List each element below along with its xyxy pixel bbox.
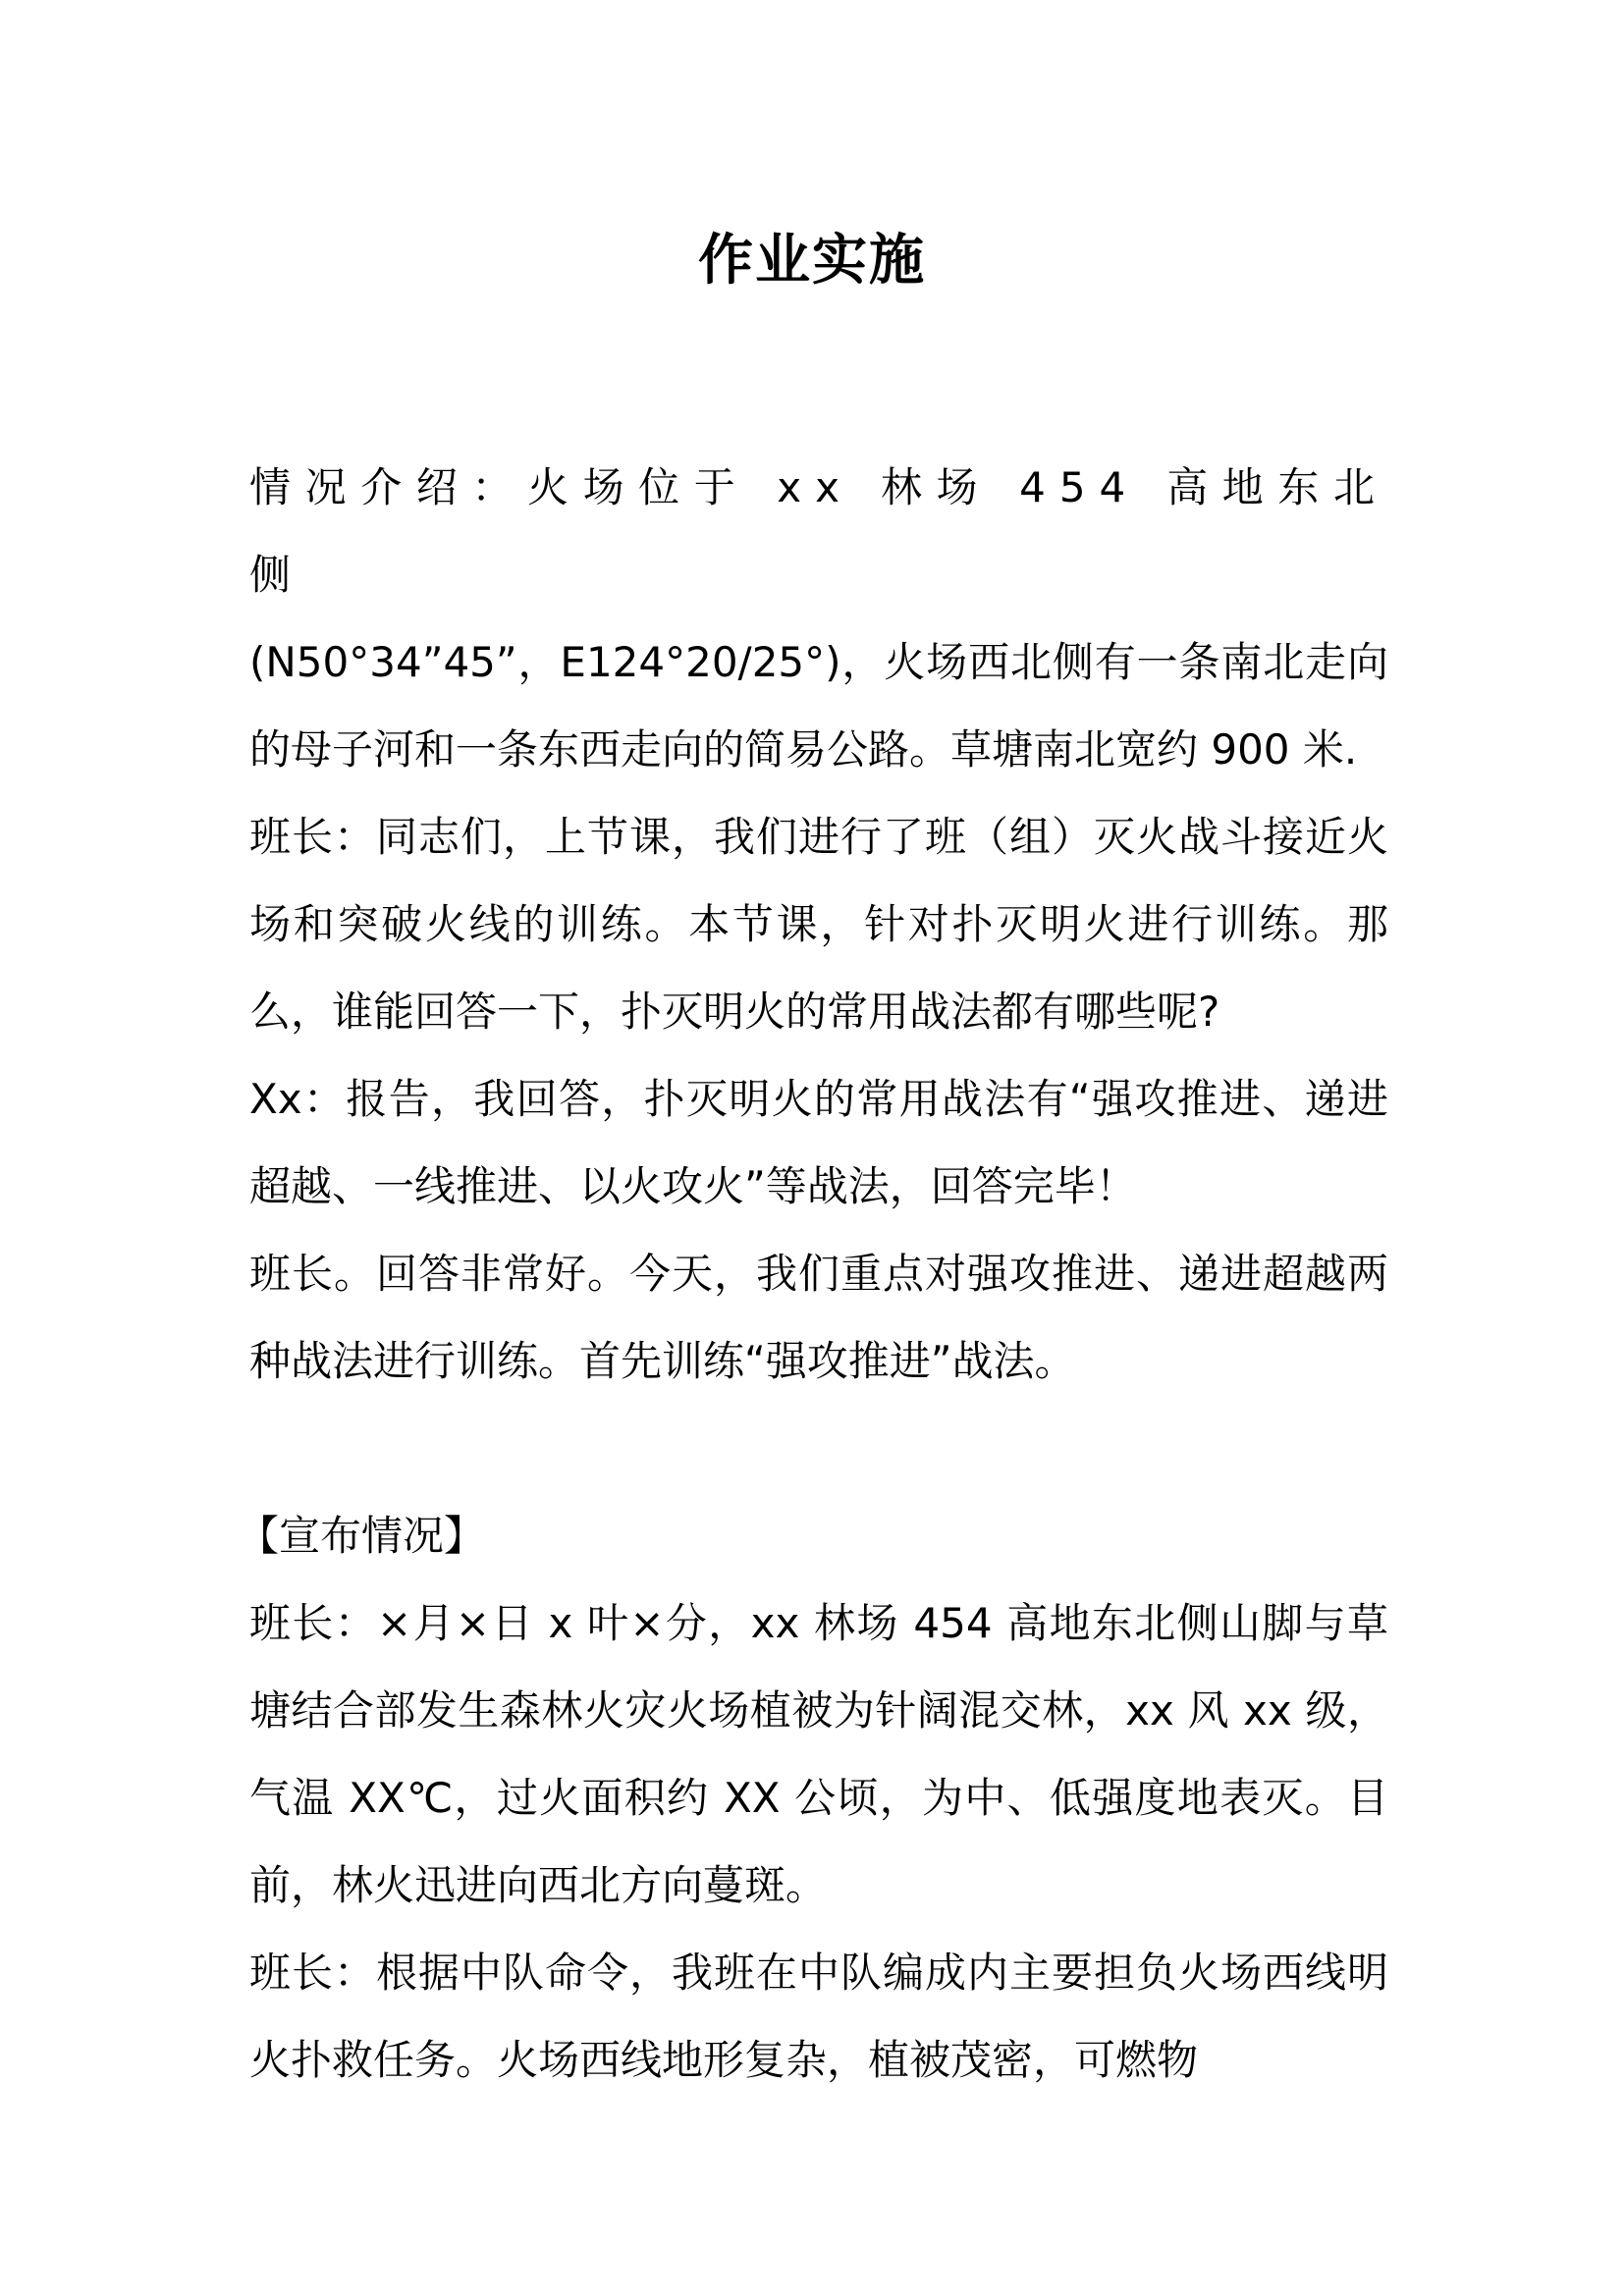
trainee-answer: Xx：报告，我回答，扑灭明火的常用战法有“强攻推进、递进超越、一线推进、以火攻火”等战法，回答完毕！: [249, 1075, 1388, 1210]
squad-leader-response: 班长。回答非常好。今天，我们重点对强攻推进、递进超越两种战法进行训练。首先训练“强攻推进”战法。: [249, 1250, 1388, 1385]
situation-announcement: 班长：×月×日 x 叶×分，xx 林场 454 高地东北侧山脚与草塘结合部发生森林火灾火场植被为针阔混交林，xx 风 xx 级，气温 XX℃，过火面积约 XX 公顷，为中、低强度地表灭。目前，林火迅进向西北方向蔓斑。: [249, 1599, 1388, 1909]
intro-paragraph-line1: 情况介绍：火场位于 xx 林场 454 高地东北侧: [249, 463, 1388, 599]
document-body: [238, 444, 1388, 2104]
section-heading: 【宣布情况】: [238, 1512, 486, 1560]
squad-task-assignment: 班长：根据中队命令，我班在中队编成内主要担负火场西线明火扑救任务。火场西线地形复杂，植被茂密，可燃物: [249, 1949, 1388, 2084]
intro-paragraph: (N50°34”45”，E124°20/25°)，火场西北侧有一条南北走向的母子河和一条东西走向的简易公路。草塘南北宽约 900 米.: [249, 638, 1388, 774]
page-title: 作业实施: [698, 229, 926, 293]
squad-leader-question: 班长：同志们，上节课，我们进行了班（组）灭火战斗接近火场和突破火线的训练。本节课，针对扑灭明火进行训练。那么，谁能回答一下，扑灭明火的常用战法都有哪些呢?: [249, 813, 1388, 1036]
blank-line: [249, 1405, 1388, 1492]
